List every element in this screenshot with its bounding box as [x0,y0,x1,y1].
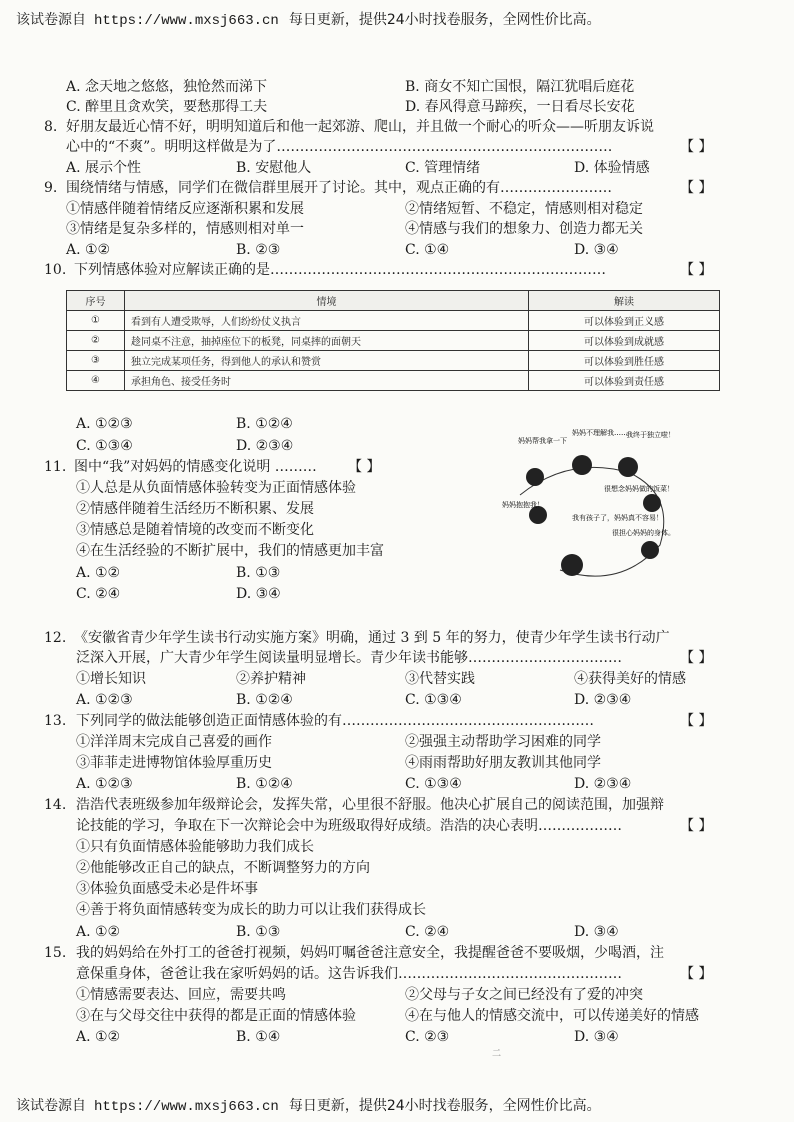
q15-statement-2: ②父母与子女之间已经没有了爱的冲突 [405,987,643,1003]
q12-stem-line2: 泛深入开展，广大青少年学生阅读量明显增长。青少年读书能够…………………………… [76,650,622,666]
q11-number: 11. [44,459,67,475]
q13-option-c: C. ①③④ [405,776,462,792]
q7-option-b: B. 商女不知亡国恨，隔江犹唱后庭花 [405,79,635,95]
table-cell: 可以体验到正义感 [529,311,720,331]
q9-statement-4: ④情感与我们的想象力、创造力都无关 [405,221,643,237]
q14-option-a: A. ①② [76,924,121,940]
footer-url-link[interactable]: https://www.mxsj663.cn [94,1099,279,1115]
q9-answer-bracket: 【 】 [680,180,713,196]
q14-option-b: B. ①③ [236,924,281,940]
q15-option-a: A. ①② [76,1029,121,1045]
q10-option-d: D. ②③④ [236,438,294,454]
table-cell: 看到有人遭受欺辱，人们纷纷仗义执言 [125,311,529,331]
q12-statement-3: ③代替实践 [405,671,475,687]
q10-table [66,290,720,391]
q14-statement-1: ①只有负面情感体验能够助力我们成长 [76,839,314,855]
q15-option-c: C. ②③ [405,1029,450,1045]
table-header-cell: 情境 [125,291,529,311]
q7-option-a: A. 念天地之悠悠，独怆然而涕下 [66,79,268,95]
q9-statement-3: ③情绪是复杂多样的，情感则相对单一 [66,221,304,237]
q9-option-c: C. ①④ [405,242,450,258]
q9-stem: 围绕情绪与情感，同学们在微信群里展开了讨论。其中，观点正确的有…………………… [66,180,612,196]
table-cell: 独立完成某项任务，得到他人的承认和赞赏 [125,351,529,371]
table-header-row [67,291,720,311]
q15-option-b: B. ①④ [236,1029,281,1045]
q12-answer-bracket: 【 】 [680,650,713,666]
bubble-text-4: 妈妈抱抱我！ [502,501,544,509]
q10-stem: 下列情感体验对应解读正确的是……………………………………………………………… [74,262,606,278]
q12-statement-1: ①增长知识 [76,671,146,687]
table-cell: 可以体验到责任感 [529,371,720,391]
q13-statement-4: ④雨雨帮助好朋友教训其他同学 [405,755,601,771]
q13-stem: 下列同学的做法能够创造正面情感体验的有……………………………………………… [76,713,594,729]
q14-stem-line1: 浩浩代表班级参加年级辩论会，发挥失常，心里很不舒服。他决心扩展自己的阅读范围，加强辩 [76,797,664,813]
header-suffix: 每日更新，提供24小时找卷服务，全网性价比高。 [288,12,601,28]
q10-option-b: B. ①②④ [236,416,293,432]
figure-2-icon [572,455,592,475]
table-cell: 趁同桌不注意，抽掉座位下的板凳，同桌摔的面朝天 [125,331,529,351]
table-cell: 承担角色、接受任务时 [125,371,529,391]
q9-statement-1: ①情感伴随着情绪反应逐渐积累和发展 [66,201,304,217]
bubble-text-3: 我终于独立啦！ [626,431,675,439]
bubble-text-6: 我有孩子了，妈妈真不容易！ [572,514,663,522]
figure-6-icon [641,541,659,559]
q11-option-b: B. ①③ [236,565,281,581]
table-cell: ② [67,331,125,351]
q9-option-d: D. ③④ [574,242,619,258]
figure-1-icon [526,468,544,486]
q15-statement-1: ①情感需要表达、回应，需要共鸣 [76,987,286,1003]
q10-option-c: C. ①③④ [76,438,133,454]
q14-statement-3: ③体验负面感受未必是件坏事 [76,881,258,897]
q8-stem-line2: 心中的“不爽”。明明这样做是为了……………………………………………………………… [66,139,613,155]
figure-3-icon [618,457,638,477]
footer-prefix: 该试卷源自 [16,1098,86,1114]
q12-option-a: A. ①②③ [76,692,133,708]
q15-stem-line1: 我的妈妈给在外打工的爸爸打视频，妈妈叮嘱爸爸注意安全，我提醒爸爸不要吸烟，少喝酒，注 [76,945,664,961]
q15-option-d: D. ③④ [574,1029,619,1045]
q13-option-b: B. ①②④ [236,776,293,792]
q15-stem-line2: 意保重身体，爸爸让我在家听妈妈的话。这告诉我们………………………………………… [76,966,622,982]
table-header-cell: 解读 [529,291,720,311]
q14-statement-4: ④善于将负面情感转变为成长的助力可以让我们获得成长 [76,902,426,918]
q11-answer-bracket: 【 】 [348,459,381,475]
q8-option-c: C. 管理情绪 [405,160,481,176]
table-cell: 可以体验到成就感 [529,331,720,351]
q10-number: 10. [44,262,67,278]
page-mark: 二 [492,1049,502,1059]
q15-number: 15. [44,945,67,961]
table-row [67,351,720,371]
q12-stem-line1: 《安徽省青少年学生读书行动实施方案》明确，通过 3 到 5 年的努力，使青少年学生读书行动广 [74,630,670,646]
q13-statement-3: ③菲菲走进博物馆体验厚重历史 [76,755,272,771]
q11-option-c: C. ②④ [76,586,121,602]
bubble-text-7: 很担心妈妈的身体。 [612,529,675,537]
q11-stem: 图中“我”对妈妈的情感变化说明 ……… [74,459,317,475]
q12-option-c: C. ①③④ [405,692,462,708]
q9-statement-2: ②情绪短暂、不稳定，情感则相对稳定 [405,201,643,217]
q11-statement-4: ④在生活经验的不断扩展中，我们的情感更加丰富 [76,543,384,559]
q14-statement-2: ②他能够改正自己的缺点，不断调整努力的方向 [76,860,370,876]
q12-option-d: D. ②③④ [574,692,632,708]
q11-illustration [500,425,690,600]
page-footer [16,1095,601,1115]
q8-option-a: A. 展示个性 [66,160,142,176]
q8-stem-line1: 好朋友最近心情不好，明明知道后和他一起郊游、爬山，并且做一个耐心的听众——听朋友诉说 [66,119,654,135]
q9-option-b: B. ②③ [236,242,281,258]
bubble-text-2: 妈妈不理解我…… [572,429,628,437]
q12-statement-2: ②养护精神 [236,671,306,687]
q14-number: 14. [44,797,67,813]
q12-statement-4: ④获得美好的情感 [574,671,686,687]
table-header-cell: 序号 [67,291,125,311]
q8-number: 8. [44,119,58,135]
q7-option-c: C. 醉里且贪欢笑，要愁那得工夫 [66,99,268,115]
table-row [67,311,720,331]
q12-number: 12. [44,630,67,646]
header-url-link[interactable]: https://www.mxsj663.cn [94,13,279,29]
q13-option-d: D. ②③④ [574,776,632,792]
page-header [16,9,601,29]
bubble-text-5: 很想念妈妈做的饭菜！ [604,485,674,493]
q9-option-a: A. ①② [66,242,111,258]
q13-number: 13. [44,713,67,729]
q8-answer-bracket: 【 】 [680,139,713,155]
q14-option-d: D. ③④ [574,924,619,940]
table-cell: ① [67,311,125,331]
q8-option-d: D. 体验情感 [574,160,650,176]
table-cell: ④ [67,371,125,391]
q13-answer-bracket: 【 】 [680,713,713,729]
q7-option-d: D. 春风得意马蹄疾，一日看尽长安花 [405,99,635,115]
q14-answer-bracket: 【 】 [680,818,713,834]
q11-statement-1: ①人总是从负面情感体验转变为正面情感体验 [76,480,356,496]
table-cell: ③ [67,351,125,371]
footer-suffix: 每日更新，提供24小时找卷服务，全网性价比高。 [288,1098,601,1114]
bubble-text-1: 妈妈帮我拿一下 [518,437,567,445]
figure-5-icon [643,494,661,512]
q15-statement-3: ③在与父母交往中获得的都是正面的情感体验 [76,1008,356,1024]
q13-statement-1: ①洋洋周末完成自己喜爱的画作 [76,734,272,750]
figure-7-icon [561,554,583,576]
q15-answer-bracket: 【 】 [680,966,713,982]
table-row [67,371,720,391]
q12-option-b: B. ①②④ [236,692,293,708]
q11-statement-3: ③情感总是随着情境的改变而不断变化 [76,522,314,538]
q10-option-a: A. ①②③ [76,416,133,432]
q10-answer-bracket: 【 】 [680,262,713,278]
q14-stem-line2: 论技能的学习，争取在下一次辩论会中为班级取得好成绩。浩浩的决心表明……………… [76,818,622,834]
q8-option-b: B. 安慰他人 [236,160,312,176]
q15-statement-4: ④在与他人的情感交流中，可以传递美好的情感 [405,1008,699,1024]
q14-option-c: C. ②④ [405,924,450,940]
q9-number: 9. [44,180,58,196]
table-cell: 可以体验到胜任感 [529,351,720,371]
q13-option-a: A. ①②③ [76,776,133,792]
q13-statement-2: ②强强主动帮助学习困难的同学 [405,734,601,750]
q11-option-d: D. ③④ [236,586,281,602]
q11-option-a: A. ①② [76,565,121,581]
q11-statement-2: ②情感伴随着生活经历不断积累、发展 [76,501,314,517]
table-row [67,331,720,351]
header-prefix: 该试卷源自 [16,12,86,28]
